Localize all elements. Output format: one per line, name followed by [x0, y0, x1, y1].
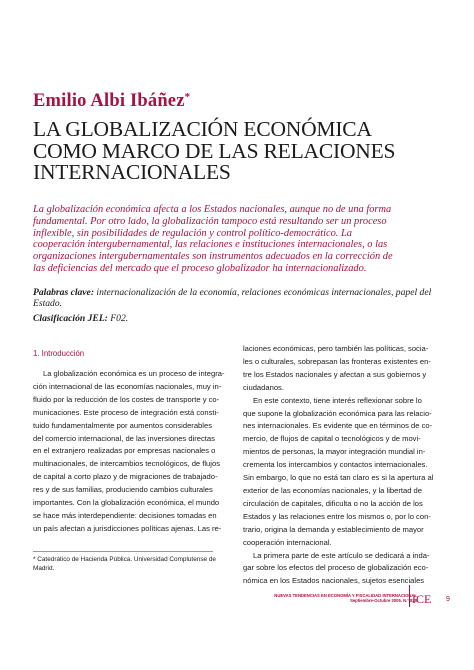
- body-line: laciones económicas, pero también las políticas, socia-: [243, 344, 429, 353]
- body-line: del comercio internacional, de las inversiones directas: [33, 433, 215, 443]
- body-line: gar sobre los efectos del proceso de globalización eco-: [243, 563, 429, 573]
- footnote-divider: [33, 551, 213, 552]
- body-line: nes internacionales. Es evidente que en términos de co-: [243, 421, 433, 431]
- body-line: que supone la globalización económica para las relacio-: [243, 408, 432, 418]
- footnote: [33, 556, 233, 573]
- body-line: importantes. Con la globalización económica, el mundo: [33, 498, 220, 508]
- title-line: INTERNACIONALES: [33, 160, 231, 184]
- journal-issue-date: Septiembre-Octubre 2005. N.º 825: [350, 598, 417, 604]
- body-column-right: [243, 343, 443, 588]
- section-heading: 1. Introducción: [33, 349, 85, 358]
- body-line: nómica en los Estados nacionales, sujetos esenciales: [243, 576, 425, 586]
- ice-logo: ICE: [412, 592, 432, 606]
- abstract-line: fundamental. Por otro lado, la globalización tampoco está resultando ser un proceso: [33, 215, 387, 227]
- body-line: Sin embargo, lo que no está tan claro es si la apertura al: [243, 473, 434, 483]
- keywords-text: internacionalización de la economía, relaciones económicas internacionales, papel del: [96, 287, 432, 298]
- body-line: La globalización económica es un proceso de integra-: [43, 369, 225, 378]
- jel-classification: [33, 313, 128, 324]
- body-line: cooperación internacional.: [243, 537, 332, 547]
- keywords-line: Estado.: [33, 298, 63, 310]
- abstract-line: cooperación intergubernamental, las relaciones e instituciones internacionales, o las: [33, 239, 388, 251]
- body-line: Estados y las relaciones entre los mismos o, por lo con-: [243, 511, 431, 521]
- abstract-line: organizaciones intergubernamentales son instrumentos adecuados en la corrección de: [33, 251, 393, 263]
- body-line: La primera parte de este artículo se dedicará a inda-: [253, 550, 430, 560]
- body-line: un país afectan a jurisdicciones políticas ajenas. Las re-: [33, 523, 222, 533]
- jel-label: Clasificación JEL:: [33, 313, 108, 324]
- body-line: ción internacional de las economías nacionales, muy in-: [33, 381, 222, 391]
- body-line: tre los Estados nacionales y afectan a sus gobiernos y: [243, 369, 427, 379]
- body-line: exterior de las economías nacionales, y la libertad de: [243, 485, 422, 495]
- abstract-line: La globalización económica afecta a los Estados nacionales, aunque no de una forma: [33, 204, 392, 215]
- body-line: se hace más interdependiente: decisiones tomadas en: [33, 510, 217, 520]
- abstract: [33, 204, 443, 275]
- body-column-left: [33, 368, 233, 536]
- body-line: mientos de personas, la mayor integración mundial in-: [243, 447, 426, 457]
- body-line: de capital a corto plazo y de migraciones de trabajado-: [33, 472, 218, 482]
- body-line: trario, origina la demanda y establecimiento de mayor: [243, 524, 424, 534]
- author-footnote-marker: *: [184, 91, 191, 103]
- author-name-text: Emilio Albi Ibáñez: [33, 91, 185, 111]
- body-line: circulación de capitales, dificulta o no la acción de los: [243, 498, 423, 508]
- body-line: les o culturales, sobrepasan las fronteras existentes en-: [243, 356, 431, 366]
- keywords-line: [33, 287, 443, 298]
- page-number: 9: [446, 596, 450, 603]
- body-line: mercio, de flujos de capital o tecnológicos y de movi-: [243, 434, 421, 444]
- footnote-line: Madrid.: [33, 564, 55, 572]
- footer-divider: [409, 585, 410, 607]
- abstract-line: inflexible, sin posibilidades de regulación y control político-democrático. La: [33, 227, 352, 239]
- body-line: multinacionales, de intercambios tecnológicos, de flujos: [33, 459, 220, 469]
- journal-footer: [259, 593, 417, 603]
- title-line: COMO MARCO DE LAS RELACIONES: [33, 138, 396, 163]
- body-line: En este contexto, tiene interés reflexionar sobre lo: [253, 395, 422, 405]
- body-line: tuido fundamentalmente por aumentos considerables: [33, 420, 212, 430]
- body-line: ciudadanos.: [243, 382, 284, 392]
- body-line: municaciones. Este proceso de integración está consti-: [33, 407, 219, 417]
- jel-value: F02.: [110, 313, 129, 324]
- body-line: fluido por la reducción de los costes de transporte y co-: [33, 394, 220, 404]
- body-line: res y de sus familias, produciendo cambios culturales: [33, 485, 213, 495]
- keywords-label: Palabras clave:: [33, 287, 95, 298]
- body-line: en el extranjero realizadas por empresas nacionales o: [33, 446, 216, 456]
- body-line: crementa los intercambios y contactos internacionales.: [243, 460, 428, 470]
- article-title: [33, 119, 453, 184]
- title-line: LA GLOBALIZACIÓN ECONÓMICA: [33, 117, 372, 141]
- abstract-line: las deficiencias del mercado que el proceso globalizador ha internacionalizado.: [33, 262, 367, 274]
- journal-name: NUEVAS TENDENCIAS EN ECONOMÍA Y FISCALIDAD INTERNACIONAL: [274, 593, 417, 598]
- author-name: [33, 91, 190, 112]
- footnote-line: * Catedrático de Hacienda Pública. Universidad Complutense de: [33, 556, 216, 563]
- keywords: [33, 287, 443, 309]
